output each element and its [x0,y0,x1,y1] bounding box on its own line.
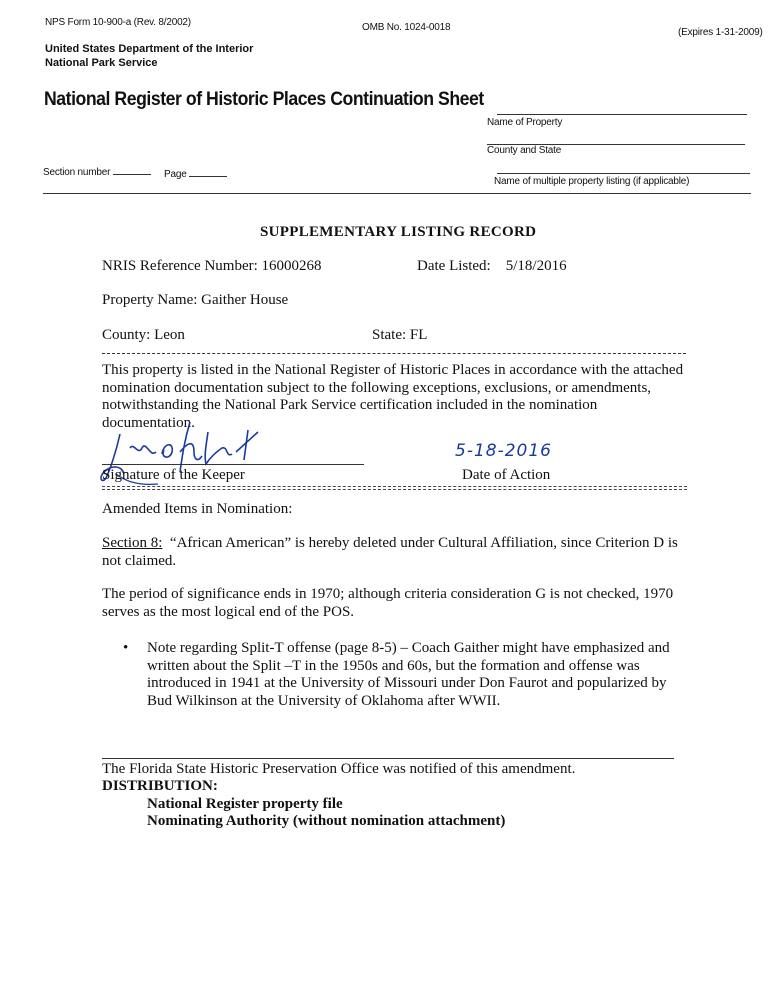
signature-line [102,464,364,465]
amended-items-heading: Amended Items in Nomination: [102,501,293,517]
distribution-item: National Register property file [147,796,343,812]
multiple-listing-line [497,173,750,174]
form-title: National Register of Historic Places Continuation Sheet [44,89,484,110]
county-state-label: County and State [487,145,562,156]
dashed-divider [102,353,686,355]
state: State: FL [372,327,428,343]
record-heading: SUPPLEMENTARY LISTING RECORD [260,224,537,240]
distribution-item: Nominating Authority (without nomination attachment) [147,813,506,829]
distribution-heading: DISTRIBUTION: [102,778,218,794]
double-divider [102,486,687,490]
county: County: Leon [102,327,185,343]
omb-number: OMB No. 1024-0018 [362,22,451,33]
department: United States Department of the Interior [45,43,254,55]
section-label: Section 8: [102,535,163,551]
shpo-notified: The Florida State Historic Preservation Office was notified of this amendment. [102,761,576,777]
form-number: NPS Form 10-900-a (Rev. 8/2002) [45,17,191,28]
date-listed: Date Listed: 5/18/2016 [417,258,567,274]
split-t-note: Note regarding Split-T offense (page 8-5) – Coach Gaither might have emphasized and written about the Split –T in the 1950s and 60s, but the formation and offense was introduced in 1941 at the University of Missouri under Don Faurot and popularized by Bud Wilkinson at the University of Oklahoma after WWII. [147,640,670,709]
expiration: (Expires 1-31-2009) [678,27,763,38]
multiple-listing-label: Name of multiple property listing (if applicable) [494,176,690,187]
agency: National Park Service [45,57,158,69]
header-divider [43,193,751,194]
section-8-amendment: Section 8: “African American” is hereby deleted under Cultural Affiliation, since Criterion D is not claimed. [102,535,678,569]
property-name-line [497,114,747,115]
section-number-field: Section number [43,167,151,178]
signature-label: Signature of the Keeper [102,467,245,483]
bullet-icon: • [123,640,129,656]
property-name: Property Name: Gaither House [102,292,289,308]
nris-reference: NRIS Reference Number: 16000268 [102,258,322,274]
period-of-significance: The period of significance ends in 1970; although criteria consideration G is not checked, 1970 serves as the most logical end of the POS. [102,586,674,620]
handwritten-date: 5-18-2016 [455,441,552,461]
listing-statement: This property is listed in the National Register of Historic Places in accordance with the attached nomination documentation subject to the following exceptions, exclusions, or amendments, notwithstanding the National Park Service certification included in the nomination documentation. [102,362,684,431]
footer-divider [102,758,674,759]
page-field: Page [164,169,227,180]
property-name-label: Name of Property [487,117,563,128]
date-of-action-label: Date of Action [462,467,551,483]
